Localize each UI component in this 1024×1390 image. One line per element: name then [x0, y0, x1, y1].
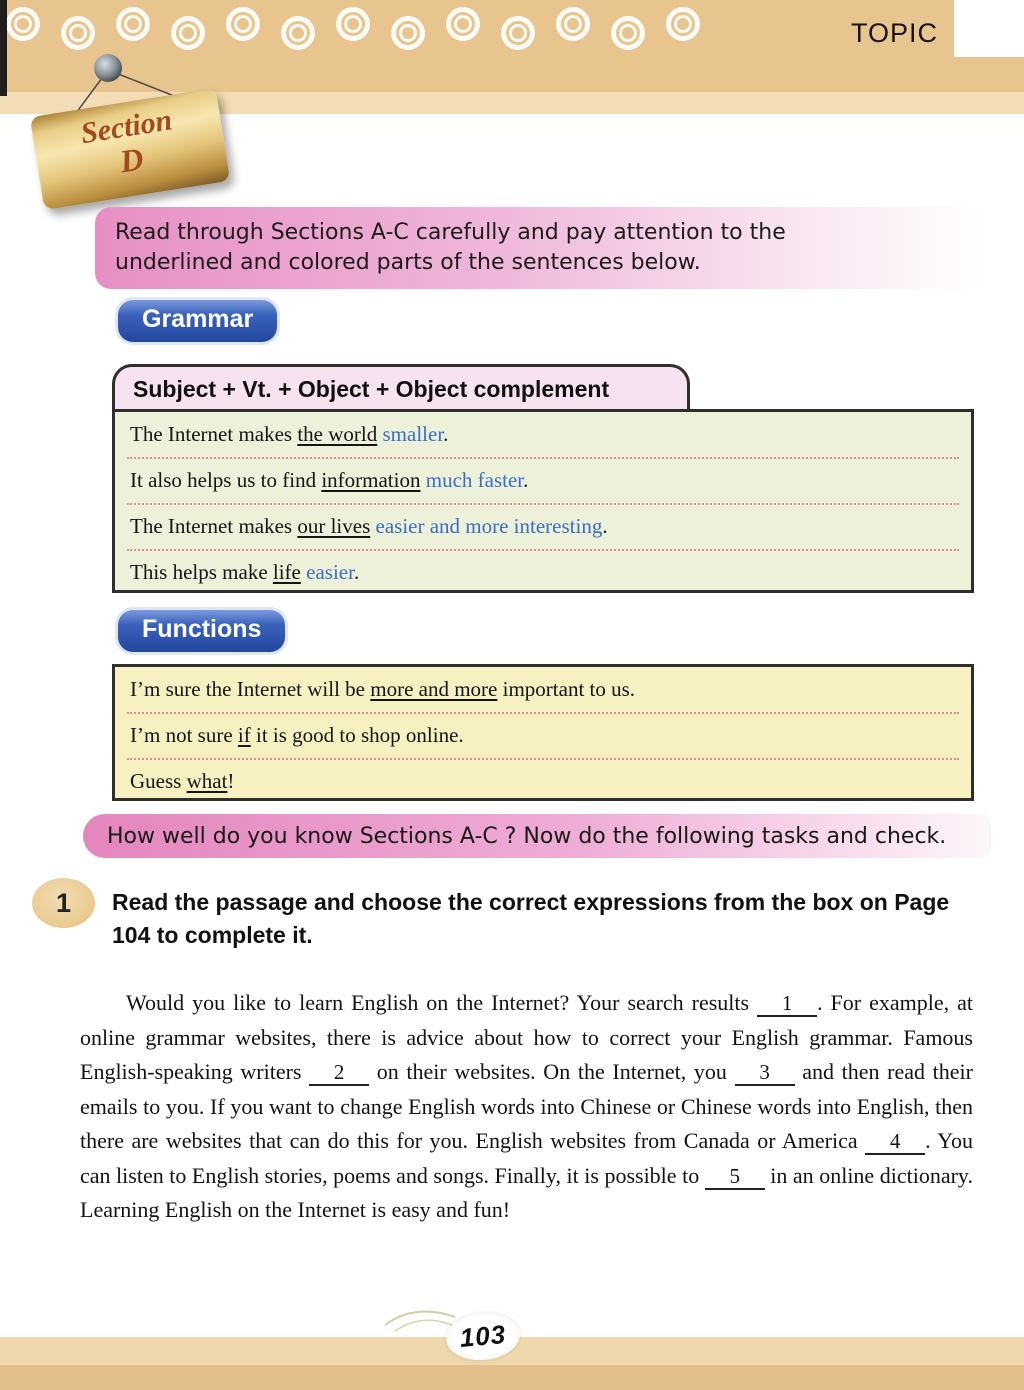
ring-icon [336, 7, 370, 41]
check-instruction [83, 814, 991, 858]
fill-blank-3: 3 [735, 1060, 795, 1086]
sentence-pre: The Internet makes [130, 514, 298, 538]
grammar-examples-box [112, 409, 974, 593]
functions-example-row [127, 714, 959, 760]
underlined-phrase: life [272, 560, 301, 584]
passage-text: on their websites. On the Internet, you [369, 1059, 735, 1084]
ring-icon [446, 7, 480, 41]
fill-blank-1: 1 [757, 991, 817, 1017]
sentence-pre: It also helps us to find [130, 468, 322, 492]
sentence-post: ! [227, 769, 235, 793]
section-tag-word: Section [78, 103, 175, 151]
sentence-post: . [353, 560, 360, 584]
ring-icon [611, 16, 645, 50]
passage-text: . For example, at online grammar websites, there is advice about how to correct your English grammar. Famous English-speaking writers [80, 990, 973, 1084]
grammar-pattern-text: Subject + Vt. + Object + Object complement [133, 376, 610, 402]
ring-icon [666, 7, 700, 41]
highlight-phrase: easier [300, 560, 354, 584]
fill-blank-5: 5 [705, 1164, 765, 1190]
grammar-example-row [127, 413, 959, 459]
passage-text: and then read their emails to you. If you want to change English words into Chinese or Chinese words into English, then there are websites that can do this for you. English websites from Canada or America [80, 1059, 973, 1153]
ring-icon [556, 7, 590, 41]
check-instruction-text: How well do you know Sections A-C ? Now do the following tasks and check. [107, 823, 947, 849]
sentence-post: . [602, 514, 608, 538]
task-number-badge: 1 [32, 878, 95, 928]
grammar-button: Grammar [118, 300, 277, 342]
fill-blank-4: 4 [865, 1129, 925, 1155]
grammar-pattern-header [112, 364, 690, 412]
ring-icon [281, 16, 315, 50]
functions-example-row [127, 668, 959, 714]
page-number: 103 [444, 1310, 522, 1363]
intro-instruction [95, 207, 988, 289]
sentence-post: . [443, 422, 449, 446]
underlined-phrase: the world [297, 422, 378, 446]
underlined-phrase: information [321, 468, 421, 492]
grammar-example-row [127, 551, 959, 595]
ring-icon [6, 7, 40, 41]
sentence-post: . [523, 468, 529, 492]
intro-instruction-text: Read through Sections A-C carefully and pay attention to the underlined and colored parts of the sentences below. [115, 220, 786, 275]
passage-text: Would you like to learn English on the Internet? Your search results [126, 990, 758, 1015]
grammar-example-row [127, 505, 959, 551]
section-tag [20, 48, 260, 208]
footer-band-dark [0, 1365, 1024, 1390]
grammar-example-row [127, 459, 959, 505]
underlined-phrase: our lives [297, 514, 371, 538]
sentence-pre: This helps make [130, 560, 273, 584]
sentence-pre: I’m not sure [130, 723, 238, 747]
ring-icon [501, 16, 535, 50]
highlight-phrase: much faster [420, 468, 524, 492]
ring-icon [61, 16, 95, 50]
ring-icon [116, 7, 150, 41]
section-tag-letter: D [117, 140, 146, 180]
sentence-post: important to us. [497, 677, 636, 701]
sentence-pre: Guess [130, 769, 187, 793]
passage-text: in an online dictionary. Learning English on the Internet is easy and fun! [80, 1162, 973, 1222]
task-instruction: Read the passage and choose the correct expressions from the box on Page 104 to complete it. [112, 889, 950, 948]
functions-example-row [127, 760, 959, 804]
functions-button: Functions [118, 610, 285, 652]
ring-icon [171, 16, 205, 50]
sentence-pre: I’m sure the Internet will be [130, 677, 371, 701]
reading-passage [80, 986, 973, 1228]
pushpin-icon [94, 54, 122, 82]
passage-text: . You can listen to English stories, poems and songs. Finally, it is possible to [80, 1128, 973, 1188]
corner-notch [954, 0, 1024, 57]
fill-blank-2: 2 [309, 1060, 369, 1086]
ring-icon [226, 7, 260, 41]
highlight-phrase: easier and more interesting [370, 514, 603, 538]
underlined-phrase: what [186, 769, 228, 793]
underlined-phrase: if [237, 723, 251, 747]
topic-label: TOPIC [850, 18, 938, 48]
sentence-pre: The Internet makes [130, 422, 298, 446]
functions-examples-box [112, 664, 974, 801]
sentence-post: it is good to shop online. [250, 723, 464, 747]
scan-edge [0, 0, 7, 96]
highlight-phrase: smaller [377, 422, 444, 446]
ring-icon [391, 16, 425, 50]
underlined-phrase: more and more [370, 677, 498, 701]
